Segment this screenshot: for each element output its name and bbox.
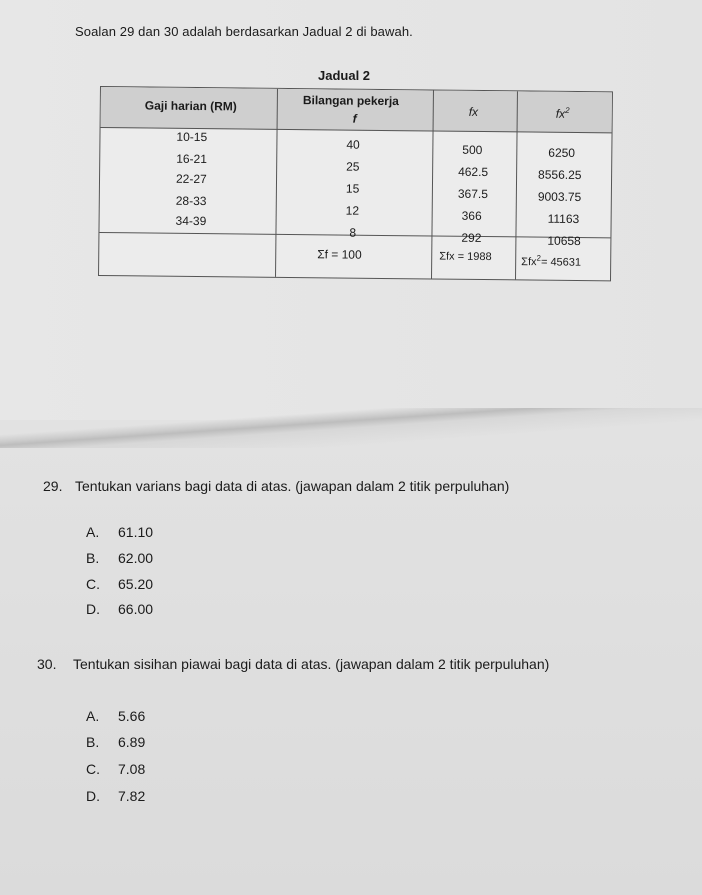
option-value: 7.08 <box>118 761 146 777</box>
fx-cell: 366 <box>461 208 482 224</box>
fx2-cell: 11163 <box>547 211 580 227</box>
header-f: f <box>352 111 357 126</box>
table-title: Jadual 2 <box>318 68 371 83</box>
option-value: 61.10 <box>118 524 154 540</box>
question-29 <box>43 478 509 494</box>
option-letter: D. <box>86 788 100 804</box>
option-value: 62.00 <box>118 550 154 566</box>
header-fx2: $fx^2$ <box>555 105 570 121</box>
gaji-cell: 22-27 <box>175 171 207 187</box>
gaji-cell: 34-39 <box>175 213 207 229</box>
question-text: Tentukan sisihan piawai bagi data di atas. (jawapan dalam 2 titik perpuluhan) <box>73 656 550 672</box>
option-letter: D. <box>86 601 100 617</box>
option-letter: B. <box>86 550 100 566</box>
q29-option-a[interactable] <box>86 524 153 540</box>
frequency-table <box>98 86 613 281</box>
total-fx: Σfx = 1988 <box>439 250 492 264</box>
f-cell: 15 <box>345 181 360 196</box>
option-letter: C. <box>86 761 100 777</box>
total-f: Σf = 100 <box>317 247 362 262</box>
question-number: 29. <box>43 478 63 494</box>
option-letter: A. <box>86 524 100 540</box>
fx-cell: 462.5 <box>458 164 489 180</box>
f-cell: 25 <box>346 159 360 174</box>
header-fx: fx <box>468 104 479 119</box>
gaji-cell: 10-15 <box>176 129 208 145</box>
f-cell: 12 <box>345 203 360 218</box>
q30-option-c[interactable] <box>86 761 145 777</box>
fx2-cell: 6250 <box>548 145 576 160</box>
question-30 <box>37 656 549 672</box>
fx-cell: 367.5 <box>457 186 488 202</box>
option-value: 66.00 <box>118 601 154 617</box>
q29-option-d[interactable] <box>86 601 153 617</box>
fx-cell: 292 <box>461 230 482 246</box>
option-value: 65.20 <box>118 576 154 592</box>
fx2-cell: 8556.25 <box>538 167 582 183</box>
f-cell: 8 <box>349 225 357 240</box>
total-fx2: Σfx$^2$= 45631 <box>521 253 582 269</box>
option-letter: C. <box>86 576 100 592</box>
q30-option-d[interactable] <box>86 788 145 804</box>
header-gaji: Gaji harian (RM) <box>144 98 237 114</box>
option-value: 5.66 <box>118 708 146 724</box>
option-value: 6.89 <box>118 734 146 750</box>
q29-option-c[interactable] <box>86 576 153 592</box>
option-value: 7.82 <box>118 788 146 804</box>
fx2-cell: 9003.75 <box>537 189 582 205</box>
q30-option-a[interactable] <box>86 708 145 724</box>
question-number: 30. <box>37 656 57 672</box>
fx-cell: 500 <box>462 142 483 158</box>
header-bilangan: Bilangan pekerja <box>302 93 399 109</box>
question-text: Tentukan varians bagi data di atas. (jawapan dalam 2 titik perpuluhan) <box>75 478 510 494</box>
q29-option-b[interactable] <box>86 550 153 566</box>
fx2-cell: 10658 <box>547 233 581 249</box>
page-fold-shadow <box>0 408 702 448</box>
f-cell: 40 <box>346 137 360 152</box>
option-letter: A. <box>86 708 100 724</box>
gaji-cell: 28-33 <box>175 193 207 209</box>
q30-option-b[interactable] <box>86 734 145 750</box>
intro-text: Soalan 29 dan 30 adalah berdasarkan Jadual 2 di bawah. <box>75 24 413 39</box>
gaji-cell: 16-21 <box>176 151 208 167</box>
option-letter: B. <box>86 734 100 750</box>
